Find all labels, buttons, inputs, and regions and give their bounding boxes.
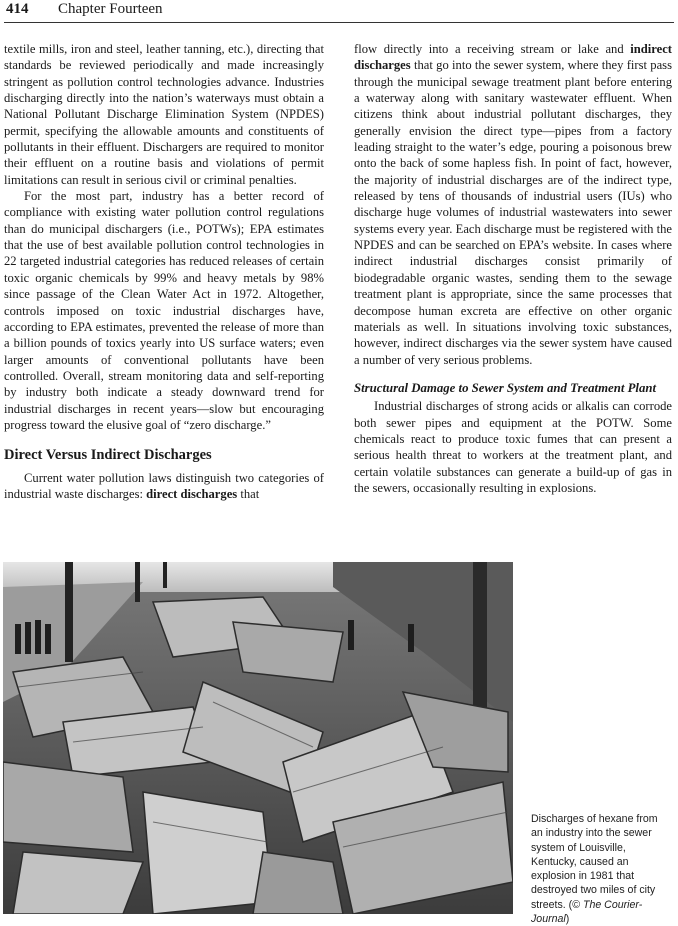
page-header xyxy=(4,0,674,23)
paragraph: Industrial discharges of strong acids or alkalis can corrode both sewer pipes and equipment at the POTW. Some chemicals react to produce toxic fumes that can present a serious health threat to workers at the treatment plant, and certain volatile substances can generate a build-up of gas in the sewers, occasionally resulting in explosions. xyxy=(354,399,672,495)
photo-credit: The Courier-Journal xyxy=(531,898,643,926)
left-column xyxy=(4,41,324,502)
section-heading: Direct Versus Indirect Discharges xyxy=(4,447,212,464)
right-column xyxy=(354,41,672,496)
subsection-heading: Structural Damage to Sewer System and Treatment Plant xyxy=(354,380,657,395)
page-number: 414 xyxy=(6,1,29,17)
paragraph: For the most part, industry has a better record of compliance with existing water pollution control regulations than do municipal dischargers (i.e., POTWs); EPA estimates that the use of best available pollution control technologies in 22 targeted industrial categories has reduced releases of certain toxic organic chemicals by 99% and heavy metals by 98% since passage of the Clean Water Act in 1972. Altogether, controls imposed on toxic industrial discharges have, according to EPA estimates, prevented the release of more than a billion pounds of toxics yearly into US surface waters; even larger amounts of conventional pollutants have been controlled. Overall, stream monitoring data and self-reporting by industry both indicate a steady downward trend for industrial discharges in recent years—slow but encouraging progress toward the elusive goal of “zero discharge.” xyxy=(4,189,324,432)
figure-caption: Discharges of hexane from an industry into the sewer system of Louisville, Kentucky, caused an explosion in 1981 that destroyed two miles of city streets. (© The Courier-Journal) xyxy=(531,813,658,926)
paragraph: textile mills, iron and steel, leather tanning, etc.), directing that standards be reviewed periodically and made increasingly stringent as pollution control technologies advance. Industries discharging directly into the nation’s waterways must obtain a National Pollutant Discharge Elimination System (NPDES) permit, specifying the allowable amounts and constituents of pollutants in their effluent. Dischargers are required to monitor their effluent on a routine basis and violations of permit limitations can result in serious civil or criminal penalties. xyxy=(4,42,324,187)
chapter-title: Chapter Fourteen xyxy=(58,1,163,17)
paragraph: flow directly into a receiving stream or lake and indirect discharges that go into the sewer system, where they first pass through the municipal sewage treatment plant before entering a waterway along with sanitary wastewater effluent. When citizens think about industrial pollutant discharges, they generally envision the direct type—pipes from a factory leading straight to the water’s edge, pouring a poisonous brew onto the back of some hapless fish. In point of fact, however, the majority of industrial discharges are of the indirect type, released by tens of thousands of industrial users (IUs) who discharge huge volumes of industrial wastewaters into sewer systems every year. Each discharge must be registered with the NPDES and can be searched on EPA’s website. In cases where indirect industrial discharges consist primarily of biodegradable organic wastes, sending them to the sewage treatment plant is appropriate, since the same processes that decompose human excreta are effective on other organic materials as well. In situations involving toxic substances, however, indirect discharges via the sewer system have caused a number of very serious problems. xyxy=(354,42,672,367)
term-indirect-discharges: indirect discharges xyxy=(354,42,672,73)
explosion-street-photo xyxy=(3,562,513,914)
paragraph: Current water pollution laws distinguish two categories of industrial waste discharges: direct discharges that xyxy=(4,470,324,501)
term-direct-discharges: direct discharges xyxy=(146,486,238,501)
